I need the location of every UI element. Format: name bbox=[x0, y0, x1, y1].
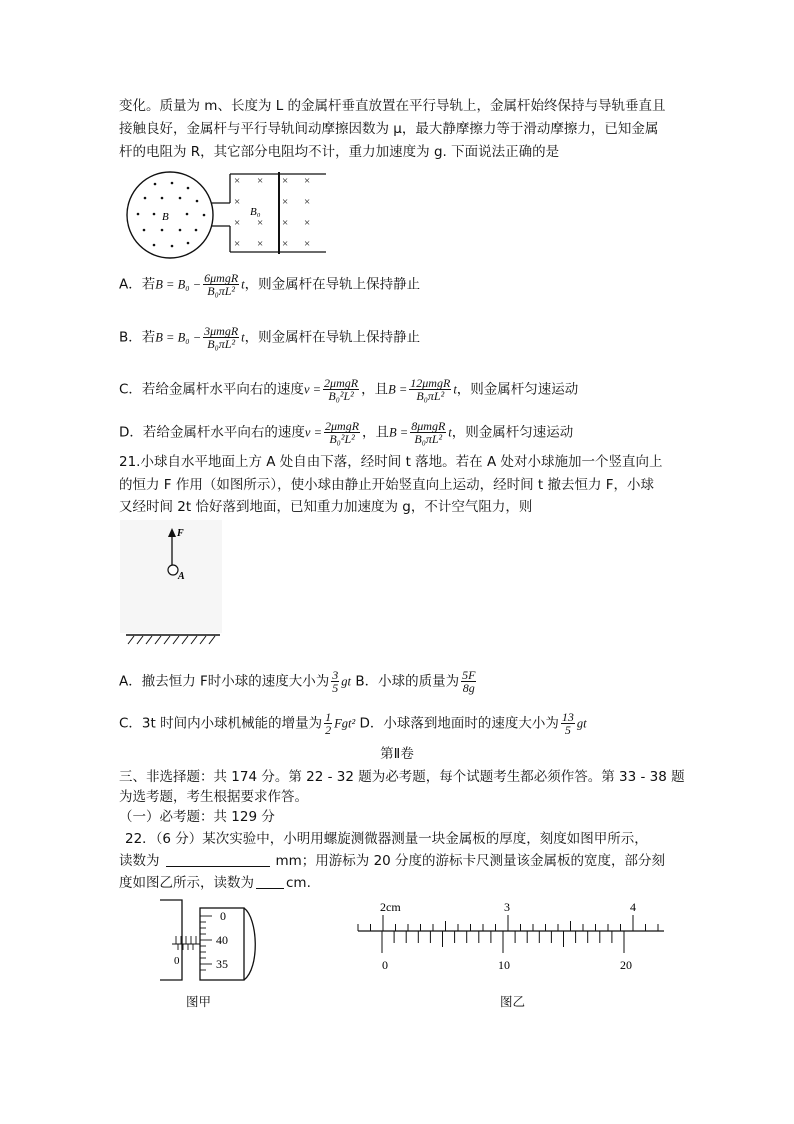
q20-option-A: A．若B = B₀ − $\frac{\text{6μmgR}}{\text{B₀πL²}}$ t，则金属杆在导轨上保持静止 bbox=[119, 271, 421, 298]
sleeve-zero-label: 0 bbox=[174, 955, 180, 967]
main-scale-4: 4 bbox=[630, 900, 636, 914]
q21-line-3: 又经时间 2t 恰好落到地面，已知重力加速度为 g，不计空气阻力，则 bbox=[119, 499, 533, 515]
answer-blank-2[interactable] bbox=[256, 874, 284, 889]
vernier-10: 10 bbox=[498, 958, 510, 972]
q21-options-AB: A．撤去恒力 F时小球的速度大小为 $\frac{3}{5}$ gt B．小球的质量为 $\frac{5F}{8g}$ bbox=[119, 668, 476, 695]
q22-line-2: 读数为 mm；用游标为 20 分度的游标卡尺测量该金属板的宽度，部分刻 bbox=[119, 853, 666, 869]
svg-text:×: × bbox=[257, 175, 264, 187]
q21-line-2: 的恒力 F 作用（如图所示），使小球由静止开始竖直向上运动，经时间 t 撤去恒力 F，小球 bbox=[119, 477, 655, 493]
thimble-label-0: 0 bbox=[220, 909, 226, 923]
svg-text:×: × bbox=[304, 196, 311, 208]
svg-text:×: × bbox=[282, 196, 289, 208]
svg-text:×: × bbox=[234, 175, 241, 187]
section-line-1: 三、非选择题：共 174 分。第 22 - 32 题为必考题，每个试题考生都必须作答。第 33 - 38 题 bbox=[119, 769, 685, 785]
micrometer-figure bbox=[160, 898, 270, 1018]
svg-text:×: × bbox=[257, 238, 264, 250]
main-scale-3: 3 bbox=[504, 900, 510, 914]
q20-option-D: D．若给金属杆水平向右的速度v = $\frac{\text{2μmgR}}{\text{B₀²L²}}$ ，且B = $\frac{\text{8μmgR}}{\text{B₀πL²}}$ t，则金属杆匀速运动 bbox=[119, 419, 574, 446]
magnetic-field-figure bbox=[120, 168, 330, 260]
field-B0-label: B₀ bbox=[250, 206, 261, 218]
main-scale-2cm: 2cm bbox=[380, 900, 401, 914]
svg-text:×: × bbox=[304, 238, 311, 250]
intro-line-2: 接触良好，金属杆与平行导轨间动摩擦因数为 μ，最大静摩擦力等于滑动摩擦力，已知金属 bbox=[119, 121, 659, 137]
svg-text:×: × bbox=[304, 217, 311, 229]
figure-yi-caption: 图乙 bbox=[500, 994, 526, 1009]
figure-jia-caption: 图甲 bbox=[186, 994, 212, 1009]
section-title: 第Ⅱ卷 bbox=[380, 746, 414, 762]
svg-text:×: × bbox=[257, 217, 264, 229]
force-F-label: F bbox=[177, 528, 184, 539]
q21-options-CD: C．3t 时间内小球机械能的增量为 $\frac{1}{2}$ Fgt² D．小球落到地面时的速度大小为 $\frac{13}{5}$ gt bbox=[119, 710, 587, 737]
q22-line-3: 度如图乙所示，读数为 cm. bbox=[119, 875, 311, 891]
vernier-caliper-figure bbox=[352, 895, 668, 985]
section-line-2: 为选考题，考生根据要求作答。 bbox=[119, 789, 308, 805]
svg-text:×: × bbox=[234, 217, 241, 229]
thimble-label-35: 35 bbox=[216, 957, 228, 971]
svg-text:×: × bbox=[282, 175, 289, 187]
intro-line-3: 杆的电阻为 R，其它部分电阻均不计，重力加速度为 g. 下面说法正确的是 bbox=[119, 144, 560, 160]
intro-line-1: 变化。质量为 m、长度为 L 的金属杆垂直放置在平行导轨上，金属杆始终保持与导轨垂直且 bbox=[119, 98, 666, 114]
q21-line-1: 21.小球自水平地面上方 A 处自由下落，经时间 t 落地。若在 A 处对小球施加一个竖直向上 bbox=[119, 454, 663, 470]
svg-text:×: × bbox=[304, 175, 311, 187]
vernier-20: 20 bbox=[620, 958, 632, 972]
ball-force-figure bbox=[120, 520, 230, 648]
svg-text:×: × bbox=[234, 196, 241, 208]
thimble-label-40: 40 bbox=[216, 933, 228, 947]
vernier-0: 0 bbox=[382, 958, 388, 972]
svg-text:×: × bbox=[282, 238, 289, 250]
q20-option-C: C．若给金属杆水平向右的速度v = $\frac{\text{2μmgR}}{\text{B₀²L²}}$ ，且B = $\frac{\text{12μmgR}}{\text{B₀πL²}}$ t，则金属杆匀速运动 bbox=[119, 376, 579, 403]
answer-blank-1[interactable] bbox=[166, 852, 270, 867]
svg-text:×: × bbox=[282, 217, 289, 229]
q20-option-B: B．若B = B₀ − $\frac{\text{3μmgR}}{\text{B₀πL²}}$ t，则金属杆在导轨上保持静止 bbox=[119, 324, 421, 351]
svg-text:×: × bbox=[234, 238, 241, 250]
q22-line-1: 22．（6 分）某次实验中，小明用螺旋测微器测量一块金属板的厚度，刻度如图甲所示， bbox=[125, 831, 648, 847]
field-B-label: B bbox=[162, 211, 169, 223]
point-A-label: A bbox=[178, 571, 185, 582]
section-line-3: （一）必考题：共 129 分 bbox=[119, 809, 275, 825]
